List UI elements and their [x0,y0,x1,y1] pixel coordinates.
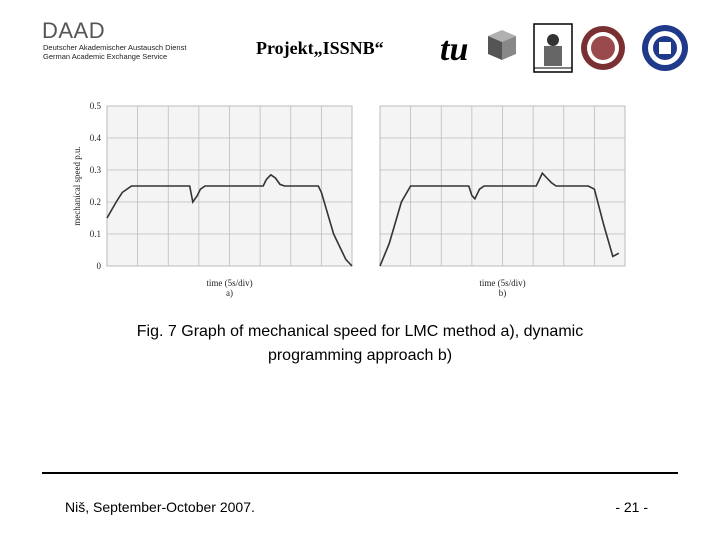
y-tick-label: 0.3 [89,165,101,175]
footer-date: Niš, September-October 2007. [65,499,255,515]
y-tick-label: 0.1 [89,229,101,239]
panel-label: a) [226,288,233,298]
daad-subtitle-de: Deutscher Akademischer Austausch Dienst [43,43,187,52]
project-title: Projekt„ISSNB“ [256,38,384,58]
panel-label: b) [498,288,507,298]
blue-seal-logo-icon [642,25,688,71]
footer-divider [42,472,678,474]
y-axis-label: mechanical speed p.u. [72,146,82,226]
y-tick-label: 0 [96,261,101,271]
university-crest-icon [534,24,572,72]
chart-panel-b [380,106,625,298]
figure-caption [80,320,640,368]
cube-logo-icon [488,30,516,60]
y-tick-label: 0.2 [89,197,101,207]
y-tick-label: 0.5 [89,101,101,111]
caption-line-2: programming approach b) [267,347,453,364]
daad-subtitle [43,43,186,61]
tu-logo-text: tu [440,31,469,68]
caption-line-1: Fig. 7 Graph of mechanical speed for LMC method a), dynamic [136,323,584,340]
daad-logo-text: DAAD [42,18,106,43]
y-tick-label: 0.4 [89,133,101,143]
partner-logos [440,22,700,74]
x-axis-label: time (5s/div) [479,278,526,288]
x-axis-label: time (5s/div) [206,278,253,288]
daad-subtitle-en: German Academic Exchange Service [43,52,168,61]
speed-charts [70,96,650,306]
slide-number: - 21 - [615,499,648,515]
chart-panel-a [72,101,352,298]
seal-logo-icon [581,26,625,70]
